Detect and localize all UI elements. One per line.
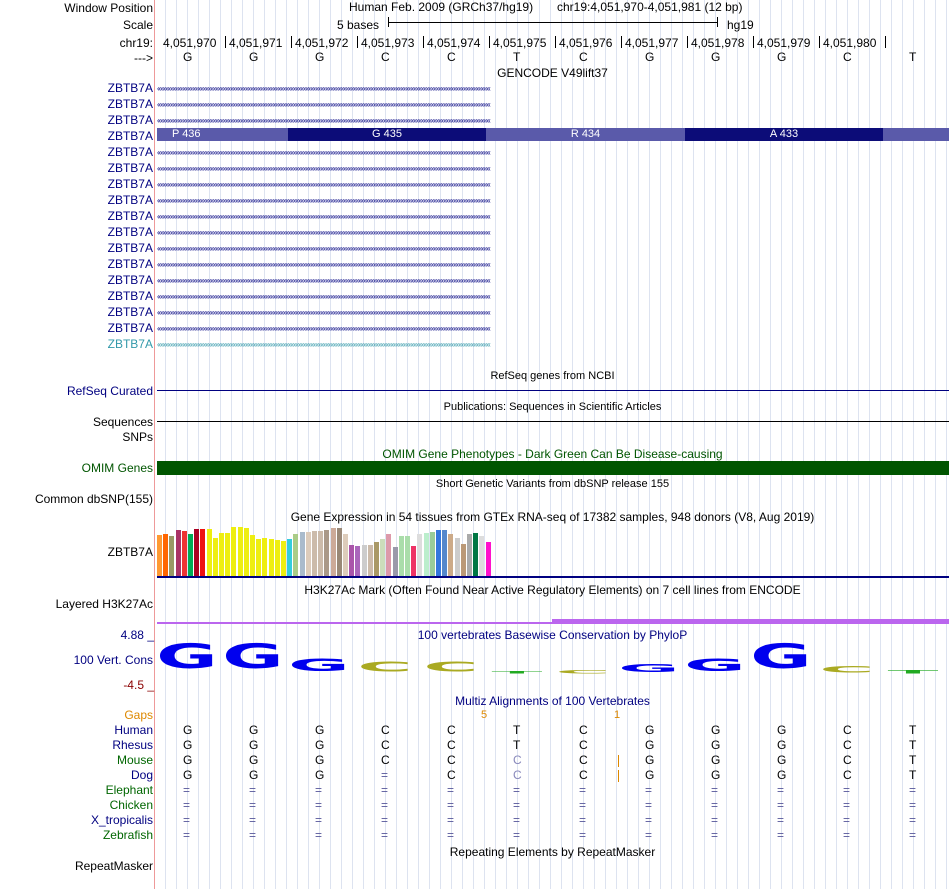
coordinate-tick (819, 36, 820, 48)
species-label[interactable]: Chicken (109, 798, 153, 812)
base-letter: G (777, 50, 787, 64)
coordinate-tick (753, 36, 754, 48)
alignment-base: C (381, 738, 390, 752)
gtex-tissue-bar[interactable] (386, 534, 391, 576)
species-label[interactable]: Human (114, 723, 153, 737)
multiz-track-title[interactable]: Multiz Alignments of 100 Vertebrates (455, 694, 650, 708)
alignment-base: = (843, 828, 851, 842)
gtex-tissue-bar[interactable] (355, 546, 360, 576)
alignment-base: G (777, 768, 787, 782)
gencode-transcript-label[interactable]: ZBTB7A (107, 289, 153, 303)
conservation-logo-letter: C (423, 659, 479, 676)
transcript-intron-line[interactable]: ‹‹‹‹‹‹‹‹‹‹‹‹‹‹‹‹‹‹‹‹‹‹‹‹‹‹‹‹‹‹‹‹‹‹‹‹‹‹‹‹‹‹‹‹‹‹‹‹‹‹‹‹‹‹‹‹‹‹‹‹‹‹‹‹‹‹‹‹‹‹‹‹‹‹‹‹‹‹‹‹‹‹‹‹‹‹‹‹‹‹‹‹‹‹‹‹‹‹‹‹‹‹‹‹‹‹‹‹‹‹‹‹‹‹‹‹‹‹‹‹‹‹‹‹‹‹‹‹‹‹‹‹‹‹‹‹‹‹‹‹‹‹‹‹‹‹‹‹‹‹‹‹‹‹‹‹‹‹‹‹‹‹‹‹‹‹‹‹‹‹‹‹‹‹‹‹‹‹‹‹‹‹‹‹‹‹‹‹‹‹‹‹‹‹‹‹‹‹‹‹ (157, 340, 490, 349)
gencode-transcript-label[interactable]: ZBTB7A (107, 273, 153, 287)
species-label[interactable]: Dog (130, 768, 153, 782)
alignment-base: = (579, 783, 587, 797)
alignment-base: = (909, 783, 917, 797)
gtex-tissue-bar[interactable] (424, 533, 429, 576)
alignment-base: C (513, 753, 522, 767)
base-letter: C (579, 50, 588, 64)
gtex-tissue-bar[interactable] (486, 542, 491, 576)
gtex-tissue-bar[interactable] (380, 539, 385, 576)
gap-count: 1 (614, 709, 621, 721)
chr-label[interactable]: chr19: (119, 36, 153, 50)
coordinate-tick (291, 36, 292, 48)
alignment-base: = (645, 798, 653, 812)
coordinate-tick (423, 36, 424, 48)
alignment-base: C (381, 753, 390, 767)
alignment-base: = (447, 813, 455, 827)
gtex-gene-line (157, 576, 949, 578)
alignment-base: T (513, 723, 521, 737)
alignment-base: G (777, 753, 787, 767)
base-letter: T (513, 50, 521, 64)
alignment-base: = (447, 798, 455, 812)
sequences-label[interactable]: Sequences (92, 415, 153, 429)
alignment-base: = (777, 828, 785, 842)
alignment-base: = (645, 828, 653, 842)
alignment-base: = (843, 798, 851, 812)
alignment-base: = (447, 783, 455, 797)
transcript-intron-line[interactable]: ‹‹‹‹‹‹‹‹‹‹‹‹‹‹‹‹‹‹‹‹‹‹‹‹‹‹‹‹‹‹‹‹‹‹‹‹‹‹‹‹‹‹‹‹‹‹‹‹‹‹‹‹‹‹‹‹‹‹‹‹‹‹‹‹‹‹‹‹‹‹‹‹‹‹‹‹‹‹‹‹‹‹‹‹‹‹‹‹‹‹‹‹‹‹‹‹‹‹‹‹‹‹‹‹‹‹‹‹‹‹‹‹‹‹‹‹‹‹‹‹‹‹‹‹‹‹‹‹‹‹‹‹‹‹‹‹‹‹‹‹‹‹‹‹‹‹‹‹‹‹‹‹‹‹‹‹‹‹‹‹‹‹‹‹‹‹‹‹‹‹‹‹‹‹‹‹‹‹‹‹‹‹‹‹‹‹‹‹‹‹‹‹‹‹‹‹‹‹‹‹ (157, 276, 490, 285)
gtex-tissue-bar[interactable] (200, 529, 205, 576)
coordinate-tick (621, 36, 622, 48)
alignment-base: = (843, 783, 851, 797)
alignment-base: = (513, 813, 521, 827)
alignment-base: = (711, 783, 719, 797)
gtex-tissue-bar[interactable] (238, 527, 243, 576)
alignment-base: T (909, 723, 917, 737)
db-name: hg19 (727, 18, 754, 32)
alignment-base: = (381, 783, 389, 797)
gencode-transcript-label[interactable]: ZBTB7A (107, 145, 153, 159)
gencode-transcript-label[interactable]: ZBTB7A (107, 337, 153, 351)
gap-count: 5 (481, 709, 488, 721)
alignment-base: T (909, 738, 917, 752)
gtex-tissue-bar[interactable] (417, 534, 422, 576)
gtex-tissue-bar[interactable] (287, 539, 292, 576)
gtex-tissue-bar[interactable] (442, 530, 447, 576)
alignment-base: = (513, 798, 521, 812)
alignment-base: = (711, 813, 719, 827)
omim-label[interactable]: OMIM Genes (81, 461, 153, 475)
h3k27ac-track-title[interactable]: H3K27Ac Mark (Often Found Near Active Regulatory Elements) on 7 cell lines from ENCODE (304, 583, 801, 597)
gtex-tissue-bar[interactable] (368, 545, 373, 576)
alignment-base: = (579, 813, 587, 827)
gtex-tissue-bar[interactable] (157, 535, 162, 576)
alignment-base: = (579, 798, 587, 812)
species-label[interactable]: Rhesus (112, 738, 153, 752)
alignment-base: G (645, 768, 655, 782)
alignment-base: C (843, 723, 852, 737)
alignment-base: G (711, 738, 721, 752)
base-letter: G (645, 50, 655, 64)
transcript-intron-line[interactable]: ‹‹‹‹‹‹‹‹‹‹‹‹‹‹‹‹‹‹‹‹‹‹‹‹‹‹‹‹‹‹‹‹‹‹‹‹‹‹‹‹‹‹‹‹‹‹‹‹‹‹‹‹‹‹‹‹‹‹‹‹‹‹‹‹‹‹‹‹‹‹‹‹‹‹‹‹‹‹‹‹‹‹‹‹‹‹‹‹‹‹‹‹‹‹‹‹‹‹‹‹‹‹‹‹‹‹‹‹‹‹‹‹‹‹‹‹‹‹‹‹‹‹‹‹‹‹‹‹‹‹‹‹‹‹‹‹‹‹‹‹‹‹‹‹‹‹‹‹‹‹‹‹‹‹‹‹‹‹‹‹‹‹‹‹‹‹‹‹‹‹‹‹‹‹‹‹‹‹‹‹‹‹‹‹‹‹‹‹‹‹‹‹‹‹‹‹‹‹‹‹ (157, 324, 490, 333)
gtex-tissue-bar[interactable] (306, 532, 311, 576)
gtex-tissue-bar[interactable] (275, 540, 280, 576)
alignment-base: = (183, 828, 191, 842)
dbsnp-track-title[interactable]: Short Genetic Variants from dbSNP release 155 (435, 478, 670, 490)
gencode-transcript-label[interactable]: ZBTB7A (107, 321, 153, 335)
gencode-transcript-label[interactable]: ZBTB7A (107, 241, 153, 255)
gencode-transcript-label[interactable]: ZBTB7A (107, 161, 153, 175)
alignment-base: T (909, 768, 917, 782)
gtex-tissue-bar[interactable] (262, 538, 267, 576)
common-dbsnp-label[interactable]: Common dbSNP(155) (34, 492, 153, 506)
alignment-base: = (381, 813, 389, 827)
transcript-intron-line[interactable]: ‹‹‹‹‹‹‹‹‹‹‹‹‹‹‹‹‹‹‹‹‹‹‹‹‹‹‹‹‹‹‹‹‹‹‹‹‹‹‹‹‹‹‹‹‹‹‹‹‹‹‹‹‹‹‹‹‹‹‹‹‹‹‹‹‹‹‹‹‹‹‹‹‹‹‹‹‹‹‹‹‹‹‹‹‹‹‹‹‹‹‹‹‹‹‹‹‹‹‹‹‹‹‹‹‹‹‹‹‹‹‹‹‹‹‹‹‹‹‹‹‹‹‹‹‹‹‹‹‹‹‹‹‹‹‹‹‹‹‹‹‹‹‹‹‹‹‹‹‹‹‹‹‹‹‹‹‹‹‹‹‹‹‹‹‹‹‹‹‹‹‹‹‹‹‹‹‹‹‹‹‹‹‹‹‹‹‹‹‹‹‹‹‹‹‹‹‹‹‹‹ (157, 196, 490, 205)
species-label[interactable]: X_tropicalis (90, 813, 153, 827)
gencode-track-title[interactable]: GENCODE V49lift37 (497, 66, 608, 80)
alignment-base: = (183, 783, 191, 797)
transcript-intron-line[interactable]: ‹‹‹‹‹‹‹‹‹‹‹‹‹‹‹‹‹‹‹‹‹‹‹‹‹‹‹‹‹‹‹‹‹‹‹‹‹‹‹‹‹‹‹‹‹‹‹‹‹‹‹‹‹‹‹‹‹‹‹‹‹‹‹‹‹‹‹‹‹‹‹‹‹‹‹‹‹‹‹‹‹‹‹‹‹‹‹‹‹‹‹‹‹‹‹‹‹‹‹‹‹‹‹‹‹‹‹‹‹‹‹‹‹‹‹‹‹‹‹‹‹‹‹‹‹‹‹‹‹‹‹‹‹‹‹‹‹‹‹‹‹‹‹‹‹‹‹‹‹‹‹‹‹‹‹‹‹‹‹‹‹‹‹‹‹‹‹‹‹‹‹‹‹‹‹‹‹‹‹‹‹‹‹‹‹‹‹‹‹‹‹‹‹‹‹‹‹‹‹‹ (157, 180, 490, 189)
alignment-base: = (513, 828, 521, 842)
conservation-logo-letter: G (750, 637, 812, 677)
assembly-title: Human Feb. 2009 (GRCh37/hg19) (349, 0, 534, 14)
omim-bar[interactable] (157, 461, 949, 475)
coordinate-label: 4,051,975 (493, 36, 547, 50)
cons-min-label: -4.5 _ (123, 678, 154, 692)
alignment-base: C (447, 738, 456, 752)
gtex-tissue-bar[interactable] (318, 531, 323, 576)
coordinate-label: 4,051,972 (295, 36, 349, 50)
alignment-base: G (645, 753, 655, 767)
alignment-base: C (447, 768, 456, 782)
gtex-tissue-bar[interactable] (461, 544, 466, 576)
refseq-label[interactable]: RefSeq Curated (66, 384, 153, 398)
alignment-base: = (315, 813, 323, 827)
base-letter: C (447, 50, 456, 64)
transcript-intron-line[interactable]: ‹‹‹‹‹‹‹‹‹‹‹‹‹‹‹‹‹‹‹‹‹‹‹‹‹‹‹‹‹‹‹‹‹‹‹‹‹‹‹‹‹‹‹‹‹‹‹‹‹‹‹‹‹‹‹‹‹‹‹‹‹‹‹‹‹‹‹‹‹‹‹‹‹‹‹‹‹‹‹‹‹‹‹‹‹‹‹‹‹‹‹‹‹‹‹‹‹‹‹‹‹‹‹‹‹‹‹‹‹‹‹‹‹‹‹‹‹‹‹‹‹‹‹‹‹‹‹‹‹‹‹‹‹‹‹‹‹‹‹‹‹‹‹‹‹‹‹‹‹‹‹‹‹‹‹‹‹‹‹‹‹‹‹‹‹‹‹‹‹‹‹‹‹‹‹‹‹‹‹‹‹‹‹‹‹‹‹‹‹‹‹‹‹‹‹‹‹‹‹‹ (157, 212, 490, 221)
alignment-base: G (711, 768, 721, 782)
gtex-tissue-bar[interactable] (479, 536, 484, 576)
coordinate-tick (555, 36, 556, 48)
alignment-base: = (579, 828, 587, 842)
alignment-base: C (843, 753, 852, 767)
alignment-base: G (777, 738, 787, 752)
alignment-base: G (645, 738, 655, 752)
alignment-base: C (447, 723, 456, 737)
alignment-base: C (381, 723, 390, 737)
scale-text: 5 bases (337, 18, 380, 32)
gtex-tissue-bar[interactable] (213, 538, 218, 576)
base-letter: G (711, 50, 721, 64)
conservation-logo-letter: G (618, 662, 680, 675)
transcript-intron-line[interactable]: ‹‹‹‹‹‹‹‹‹‹‹‹‹‹‹‹‹‹‹‹‹‹‹‹‹‹‹‹‹‹‹‹‹‹‹‹‹‹‹‹‹‹‹‹‹‹‹‹‹‹‹‹‹‹‹‹‹‹‹‹‹‹‹‹‹‹‹‹‹‹‹‹‹‹‹‹‹‹‹‹‹‹‹‹‹‹‹‹‹‹‹‹‹‹‹‹‹‹‹‹‹‹‹‹‹‹‹‹‹‹‹‹‹‹‹‹‹‹‹‹‹‹‹‹‹‹‹‹‹‹‹‹‹‹‹‹‹‹‹‹‹‹‹‹‹‹‹‹‹‹‹‹‹‹‹‹‹‹‹‹‹‹‹‹‹‹‹‹‹‹‹‹‹‹‹‹‹‹‹‹‹‹‹‹‹‹‹‹‹‹‹‹‹‹‹‹‹‹‹‹ (157, 148, 490, 157)
gtex-tissue-bar[interactable] (194, 529, 199, 576)
alignment-base: = (513, 783, 521, 797)
base-letter: G (183, 50, 193, 64)
conservation-logo-letter: T (491, 670, 543, 675)
coordinate-label: 4,051,973 (361, 36, 415, 50)
gtex-tissue-bar[interactable] (225, 533, 230, 576)
gaps-label[interactable]: Gaps (124, 708, 153, 722)
alignment-base: = (711, 798, 719, 812)
alignment-base: C (579, 723, 588, 737)
coordinate-label: 4,051,976 (559, 36, 613, 50)
gtex-tissue-bar[interactable] (399, 536, 404, 576)
alignment-base: C (579, 753, 588, 767)
alignment-base: T (513, 738, 521, 752)
coordinate-tick (687, 36, 688, 48)
alignment-base: G (249, 768, 259, 782)
base-letter: G (315, 50, 325, 64)
alignment-base: = (315, 828, 323, 842)
alignment-base: C (579, 768, 588, 782)
exon-codon[interactable]: P 436 (157, 128, 288, 141)
scale-bar (388, 17, 718, 29)
gtex-tissue-bar[interactable] (436, 530, 441, 576)
alignment-base: = (777, 813, 785, 827)
gtex-tissue-bar[interactable] (374, 542, 379, 576)
transcript-intron-line[interactable]: ‹‹‹‹‹‹‹‹‹‹‹‹‹‹‹‹‹‹‹‹‹‹‹‹‹‹‹‹‹‹‹‹‹‹‹‹‹‹‹‹‹‹‹‹‹‹‹‹‹‹‹‹‹‹‹‹‹‹‹‹‹‹‹‹‹‹‹‹‹‹‹‹‹‹‹‹‹‹‹‹‹‹‹‹‹‹‹‹‹‹‹‹‹‹‹‹‹‹‹‹‹‹‹‹‹‹‹‹‹‹‹‹‹‹‹‹‹‹‹‹‹‹‹‹‹‹‹‹‹‹‹‹‹‹‹‹‹‹‹‹‹‹‹‹‹‹‹‹‹‹‹‹‹‹‹‹‹‹‹‹‹‹‹‹‹‹‹‹‹‹‹‹‹‹‹‹‹‹‹‹‹‹‹‹‹‹‹‹‹‹‹‹‹‹‹‹‹‹‹‹ (157, 116, 490, 125)
gtex-track-title[interactable]: Gene Expression in 54 tissues from GTEx RNA-seq of 17382 samples, 948 donors (V8, Aug 2019) (290, 510, 815, 524)
gtex-tissue-bar[interactable] (343, 534, 348, 576)
h3k27ac-label[interactable]: Layered H3K27Ac (55, 597, 153, 611)
alignment-base: G (645, 723, 655, 737)
publications-track-title[interactable]: Publications: Sequences in Scientific Articles (443, 401, 662, 413)
coordinate-tick (225, 36, 226, 48)
alignment-base: C (513, 768, 522, 782)
alignment-base: = (183, 798, 191, 812)
alignment-base: = (381, 828, 389, 842)
gencode-transcript-label[interactable]: ZBTB7A (107, 193, 153, 207)
position-title: chr19:4,051,970-4,051,981 (12 bp) (557, 0, 743, 14)
gtex-tissue-bar[interactable] (349, 545, 354, 576)
conservation-logo-letter: G (222, 637, 284, 677)
coordinate-tick (489, 36, 490, 48)
coordinate-tick (357, 36, 358, 48)
alignment-base: G (249, 753, 259, 767)
gencode-transcript-label[interactable]: ZBTB7A (107, 129, 153, 143)
gtex-tissue-bar[interactable] (163, 534, 168, 576)
alignment-base: = (909, 813, 917, 827)
gtex-tissue-bar[interactable] (300, 532, 305, 576)
snps-label[interactable]: SNPs (122, 430, 153, 444)
alignment-base: = (249, 813, 257, 827)
gencode-transcript-label[interactable]: ZBTB7A (107, 257, 153, 271)
coordinate-label: 4,051,979 (757, 36, 811, 50)
alignment-base: = (909, 798, 917, 812)
gtex-tissue-bar[interactable] (448, 534, 453, 576)
exon-codon[interactable]: G 435 (288, 128, 486, 141)
transcript-intron-line[interactable]: ‹‹‹‹‹‹‹‹‹‹‹‹‹‹‹‹‹‹‹‹‹‹‹‹‹‹‹‹‹‹‹‹‹‹‹‹‹‹‹‹‹‹‹‹‹‹‹‹‹‹‹‹‹‹‹‹‹‹‹‹‹‹‹‹‹‹‹‹‹‹‹‹‹‹‹‹‹‹‹‹‹‹‹‹‹‹‹‹‹‹‹‹‹‹‹‹‹‹‹‹‹‹‹‹‹‹‹‹‹‹‹‹‹‹‹‹‹‹‹‹‹‹‹‹‹‹‹‹‹‹‹‹‹‹‹‹‹‹‹‹‹‹‹‹‹‹‹‹‹‹‹‹‹‹‹‹‹‹‹‹‹‹‹‹‹‹‹‹‹‹‹‹‹‹‹‹‹‹‹‹‹‹‹‹‹‹‹‹‹‹‹‹‹‹‹‹‹‹‹‹ (157, 84, 490, 93)
alignment-base: = (447, 828, 455, 842)
conservation-logo-letter: G (684, 655, 746, 676)
scale-label[interactable]: Scale (122, 18, 153, 32)
gtex-tissue-bar[interactable] (231, 527, 236, 576)
base-letter: C (843, 50, 852, 64)
alignment-base: C (843, 738, 852, 752)
coordinate-label: 4,051,970 (163, 36, 217, 50)
alignment-base: T (909, 753, 917, 767)
alignment-base: = (249, 828, 257, 842)
transcript-intron-line[interactable]: ‹‹‹‹‹‹‹‹‹‹‹‹‹‹‹‹‹‹‹‹‹‹‹‹‹‹‹‹‹‹‹‹‹‹‹‹‹‹‹‹‹‹‹‹‹‹‹‹‹‹‹‹‹‹‹‹‹‹‹‹‹‹‹‹‹‹‹‹‹‹‹‹‹‹‹‹‹‹‹‹‹‹‹‹‹‹‹‹‹‹‹‹‹‹‹‹‹‹‹‹‹‹‹‹‹‹‹‹‹‹‹‹‹‹‹‹‹‹‹‹‹‹‹‹‹‹‹‹‹‹‹‹‹‹‹‹‹‹‹‹‹‹‹‹‹‹‹‹‹‹‹‹‹‹‹‹‹‹‹‹‹‹‹‹‹‹‹‹‹‹‹‹‹‹‹‹‹‹‹‹‹‹‹‹‹‹‹‹‹‹‹‹‹‹‹‹‹‹‹‹ (157, 100, 490, 109)
species-label[interactable]: Mouse (116, 753, 153, 767)
gtex-tissue-bar[interactable] (393, 547, 398, 576)
gencode-transcript-label[interactable]: ZBTB7A (107, 113, 153, 127)
gtex-tissue-bar[interactable] (312, 531, 317, 576)
transcript-intron-line[interactable]: ‹‹‹‹‹‹‹‹‹‹‹‹‹‹‹‹‹‹‹‹‹‹‹‹‹‹‹‹‹‹‹‹‹‹‹‹‹‹‹‹‹‹‹‹‹‹‹‹‹‹‹‹‹‹‹‹‹‹‹‹‹‹‹‹‹‹‹‹‹‹‹‹‹‹‹‹‹‹‹‹‹‹‹‹‹‹‹‹‹‹‹‹‹‹‹‹‹‹‹‹‹‹‹‹‹‹‹‹‹‹‹‹‹‹‹‹‹‹‹‹‹‹‹‹‹‹‹‹‹‹‹‹‹‹‹‹‹‹‹‹‹‹‹‹‹‹‹‹‹‹‹‹‹‹‹‹‹‹‹‹‹‹‹‹‹‹‹‹‹‹‹‹‹‹‹‹‹‹‹‹‹‹‹‹‹‹‹‹‹‹‹‹‹‹‹‹‹‹‹‹ (157, 260, 490, 269)
alignment-base: = (777, 798, 785, 812)
conservation-logo-letter: T (887, 669, 939, 675)
conservation-logo-letter: C (555, 669, 611, 675)
alignment-base: C (579, 738, 588, 752)
conservation-logo-letter: G (156, 637, 218, 677)
transcript-intron-line[interactable]: ‹‹‹‹‹‹‹‹‹‹‹‹‹‹‹‹‹‹‹‹‹‹‹‹‹‹‹‹‹‹‹‹‹‹‹‹‹‹‹‹‹‹‹‹‹‹‹‹‹‹‹‹‹‹‹‹‹‹‹‹‹‹‹‹‹‹‹‹‹‹‹‹‹‹‹‹‹‹‹‹‹‹‹‹‹‹‹‹‹‹‹‹‹‹‹‹‹‹‹‹‹‹‹‹‹‹‹‹‹‹‹‹‹‹‹‹‹‹‹‹‹‹‹‹‹‹‹‹‹‹‹‹‹‹‹‹‹‹‹‹‹‹‹‹‹‹‹‹‹‹‹‹‹‹‹‹‹‹‹‹‹‹‹‹‹‹‹‹‹‹‹‹‹‹‹‹‹‹‹‹‹‹‹‹‹‹‹‹‹‹‹‹‹‹‹‹‹‹‹‹ (157, 308, 490, 317)
alignment-base: = (249, 798, 257, 812)
gtex-tissue-bar[interactable] (411, 546, 416, 576)
alignment-base: = (381, 798, 389, 812)
alignment-base: G (315, 738, 325, 752)
gtex-tissue-bar[interactable] (256, 539, 261, 576)
species-label[interactable]: Zebrafish (102, 828, 153, 842)
alignment-base: = (315, 798, 323, 812)
gtex-gene-label[interactable]: ZBTB7A (107, 545, 153, 559)
coordinate-label: 4,051,980 (823, 36, 877, 50)
gencode-transcript-label[interactable]: ZBTB7A (107, 81, 153, 95)
alignment-base: = (909, 828, 917, 842)
omim-track-title[interactable]: OMIM Gene Phenotypes - Dark Green Can Be Disease-causing (382, 447, 723, 461)
gtex-tissue-bar[interactable] (293, 534, 298, 576)
alignment-base: = (843, 813, 851, 827)
insertion-marker (618, 755, 619, 767)
gencode-transcript-label[interactable]: ZBTB7A (107, 177, 153, 191)
gtex-tissue-bar[interactable] (331, 528, 336, 576)
alignment-base: G (711, 753, 721, 767)
alignment-base: = (315, 783, 323, 797)
repeatmasker-track-title[interactable]: Repeating Elements by RepeatMasker (449, 845, 656, 859)
alignment-base: G (315, 768, 325, 782)
gtex-tissue-bar[interactable] (176, 530, 181, 576)
alignment-base: G (183, 753, 193, 767)
alignment-base: G (183, 768, 193, 782)
gtex-tissue-bar[interactable] (188, 534, 193, 576)
alignment-base: G (711, 723, 721, 737)
alignment-base: G (249, 723, 259, 737)
repeatmasker-label[interactable]: RepeatMasker (74, 859, 153, 873)
alignment-base: G (315, 723, 325, 737)
gencode-transcript-label[interactable]: ZBTB7A (107, 97, 153, 111)
h3k27ac-signal-high[interactable] (552, 619, 949, 624)
gencode-transcript-label[interactable]: ZBTB7A (107, 305, 153, 319)
refseq-line[interactable] (157, 390, 949, 391)
alignment-base: = (645, 783, 653, 797)
alignment-base: G (777, 723, 787, 737)
alignment-base: G (183, 738, 193, 752)
gencode-transcript-label[interactable]: ZBTB7A (107, 209, 153, 223)
gencode-transcript-label[interactable]: ZBTB7A (107, 225, 153, 239)
alignment-base: = (777, 783, 785, 797)
cons-max-label: 4.88 _ (120, 628, 154, 642)
gtex-tissue-bar[interactable] (207, 529, 212, 576)
coordinate-label: 4,051,978 (691, 36, 745, 50)
exon-codon[interactable]: A 433 (685, 128, 883, 141)
sequences-line[interactable] (157, 421, 949, 422)
gtex-tissue-bar[interactable] (182, 531, 187, 576)
alignment-base: = (381, 768, 389, 782)
refseq-track-title[interactable]: RefSeq genes from NCBI (490, 370, 615, 382)
gtex-tissue-bar[interactable] (281, 541, 286, 576)
strand-label[interactable]: ---> (134, 51, 153, 65)
cons-track-label[interactable]: 100 Vert. Cons (73, 653, 153, 667)
transcript-intron-line[interactable]: ‹‹‹‹‹‹‹‹‹‹‹‹‹‹‹‹‹‹‹‹‹‹‹‹‹‹‹‹‹‹‹‹‹‹‹‹‹‹‹‹‹‹‹‹‹‹‹‹‹‹‹‹‹‹‹‹‹‹‹‹‹‹‹‹‹‹‹‹‹‹‹‹‹‹‹‹‹‹‹‹‹‹‹‹‹‹‹‹‹‹‹‹‹‹‹‹‹‹‹‹‹‹‹‹‹‹‹‹‹‹‹‹‹‹‹‹‹‹‹‹‹‹‹‹‹‹‹‹‹‹‹‹‹‹‹‹‹‹‹‹‹‹‹‹‹‹‹‹‹‹‹‹‹‹‹‹‹‹‹‹‹‹‹‹‹‹‹‹‹‹‹‹‹‹‹‹‹‹‹‹‹‹‹‹‹‹‹‹‹‹‹‹‹‹‹‹‹‹‹‹ (157, 244, 490, 253)
phylop-track-title[interactable]: 100 vertebrates Basewise Conservation by PhyloP (417, 628, 688, 642)
transcript-intron-line[interactable]: ‹‹‹‹‹‹‹‹‹‹‹‹‹‹‹‹‹‹‹‹‹‹‹‹‹‹‹‹‹‹‹‹‹‹‹‹‹‹‹‹‹‹‹‹‹‹‹‹‹‹‹‹‹‹‹‹‹‹‹‹‹‹‹‹‹‹‹‹‹‹‹‹‹‹‹‹‹‹‹‹‹‹‹‹‹‹‹‹‹‹‹‹‹‹‹‹‹‹‹‹‹‹‹‹‹‹‹‹‹‹‹‹‹‹‹‹‹‹‹‹‹‹‹‹‹‹‹‹‹‹‹‹‹‹‹‹‹‹‹‹‹‹‹‹‹‹‹‹‹‹‹‹‹‹‹‹‹‹‹‹‹‹‹‹‹‹‹‹‹‹‹‹‹‹‹‹‹‹‹‹‹‹‹‹‹‹‹‹‹‹‹‹‹‹‹‹‹‹‹‹ (157, 292, 490, 301)
gtex-tissue-bar[interactable] (244, 528, 249, 576)
coordinate-label: 4,051,974 (427, 36, 481, 50)
gtex-tissue-bar[interactable] (362, 545, 367, 576)
alignment-base: G (249, 738, 259, 752)
species-label[interactable]: Elephant (105, 783, 153, 797)
alignment-base: = (711, 828, 719, 842)
gtex-tissue-bar[interactable] (455, 538, 460, 576)
gtex-tissue-bar[interactable] (473, 533, 478, 576)
label-divider (154, 0, 155, 889)
gtex-tissue-bar[interactable] (430, 532, 435, 576)
gtex-tissue-bar[interactable] (219, 533, 224, 576)
h3k27ac-signal-low[interactable] (157, 622, 552, 624)
alignment-base: = (249, 783, 257, 797)
exon-codon[interactable] (883, 128, 949, 141)
alignment-base: = (183, 813, 191, 827)
base-letter: T (909, 50, 917, 64)
base-letter: G (249, 50, 259, 64)
gtex-tissue-bar[interactable] (169, 536, 174, 576)
transcript-intron-line[interactable]: ‹‹‹‹‹‹‹‹‹‹‹‹‹‹‹‹‹‹‹‹‹‹‹‹‹‹‹‹‹‹‹‹‹‹‹‹‹‹‹‹‹‹‹‹‹‹‹‹‹‹‹‹‹‹‹‹‹‹‹‹‹‹‹‹‹‹‹‹‹‹‹‹‹‹‹‹‹‹‹‹‹‹‹‹‹‹‹‹‹‹‹‹‹‹‹‹‹‹‹‹‹‹‹‹‹‹‹‹‹‹‹‹‹‹‹‹‹‹‹‹‹‹‹‹‹‹‹‹‹‹‹‹‹‹‹‹‹‹‹‹‹‹‹‹‹‹‹‹‹‹‹‹‹‹‹‹‹‹‹‹‹‹‹‹‹‹‹‹‹‹‹‹‹‹‹‹‹‹‹‹‹‹‹‹‹‹‹‹‹‹‹‹‹‹‹‹‹‹‹‹ (157, 164, 490, 173)
coordinate-label: 4,051,971 (229, 36, 283, 50)
gtex-tissue-bar[interactable] (250, 535, 255, 576)
insertion-marker (618, 770, 619, 782)
alignment-base: G (183, 723, 193, 737)
gtex-tissue-bar[interactable] (337, 528, 342, 576)
alignment-base: = (645, 813, 653, 827)
gtex-tissue-bar[interactable] (405, 536, 410, 576)
transcript-intron-line[interactable]: ‹‹‹‹‹‹‹‹‹‹‹‹‹‹‹‹‹‹‹‹‹‹‹‹‹‹‹‹‹‹‹‹‹‹‹‹‹‹‹‹‹‹‹‹‹‹‹‹‹‹‹‹‹‹‹‹‹‹‹‹‹‹‹‹‹‹‹‹‹‹‹‹‹‹‹‹‹‹‹‹‹‹‹‹‹‹‹‹‹‹‹‹‹‹‹‹‹‹‹‹‹‹‹‹‹‹‹‹‹‹‹‹‹‹‹‹‹‹‹‹‹‹‹‹‹‹‹‹‹‹‹‹‹‹‹‹‹‹‹‹‹‹‹‹‹‹‹‹‹‹‹‹‹‹‹‹‹‹‹‹‹‹‹‹‹‹‹‹‹‹‹‹‹‹‹‹‹‹‹‹‹‹‹‹‹‹‹‹‹‹‹‹‹‹‹‹‹‹‹‹ (157, 228, 490, 237)
alignment-base: C (447, 753, 456, 767)
gtex-tissue-bar[interactable] (269, 539, 274, 576)
coordinate-label: 4,051,977 (625, 36, 679, 50)
alignment-base: C (843, 768, 852, 782)
conservation-logo-letter: C (819, 664, 875, 675)
exon-codon[interactable]: R 434 (486, 128, 685, 141)
coordinate-tick (885, 36, 886, 48)
conservation-logo-letter: G (288, 655, 350, 676)
alignment-base: G (315, 753, 325, 767)
base-letter: C (381, 50, 390, 64)
gtex-tissue-bar[interactable] (324, 530, 329, 576)
conservation-logo-letter: C (357, 659, 413, 676)
gtex-tissue-bar[interactable] (467, 534, 472, 576)
window-position-label[interactable]: Window Position (64, 1, 153, 15)
